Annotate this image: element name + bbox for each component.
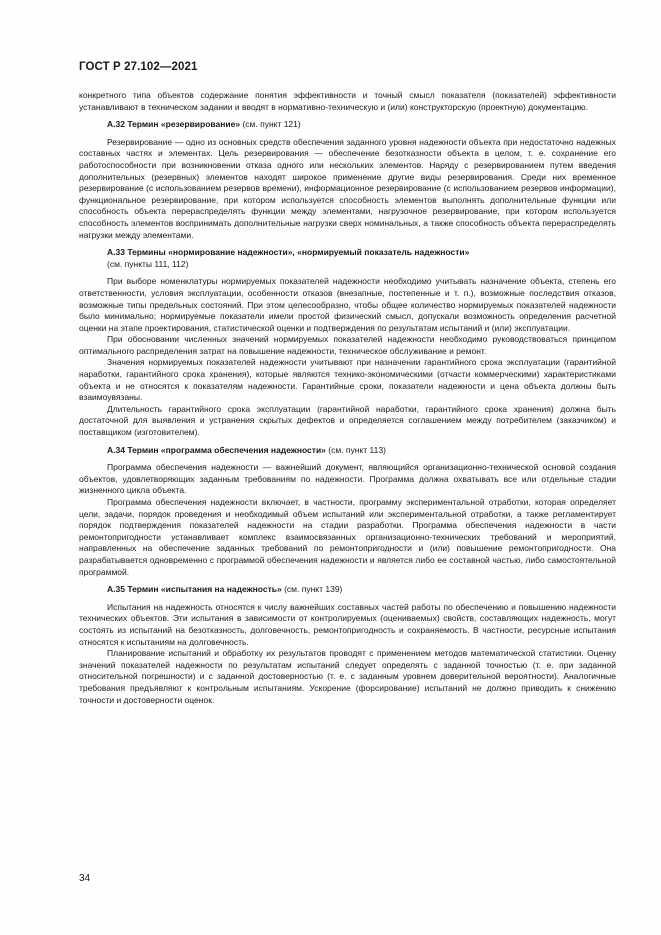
section-term: А.34 Термин «программа обеспечения надежности» <box>107 444 326 455</box>
section-ref: (см. пункт 121) <box>240 119 301 130</box>
paragraph: Программа обеспечения надежности включает, в частности, программу экспериментальной отработки, которая определяет цели, задачи, порядок проведения и необходимый объем испытаний или экспериментальной отработки, а также регламентирует порядок подтверждения показателей надежности на стадии разработки. Программа обеспечения надежности в части ремонтопригодности устанавливает комплекс взаимосвязанных организационно-технических требований и мероприятий, направленных на обеспечение заданных требований по ремонтопригодности и (или) повышение ремонтопригодности. Она разрабатывается одновременно с программой обеспечения надежности и является либо ее составной частью, либо самостоятельной программой. <box>79 497 616 577</box>
intro-paragraph: конкретного типа объектов содержание понятия эффективности и точный смысл показателя (показателей) эффективности устанавливают в техническом задании и вводят в нормативно-техническую и (или) конструкторскую (проектную) документацию. <box>79 90 616 112</box>
section-heading <box>79 119 616 131</box>
section-ref: (см. пункт 139) <box>281 584 343 595</box>
section-ref: (см. пункт 113) <box>325 444 386 455</box>
paragraph: Испытания на надежность относятся к числу важнейших составных частей работы по обеспечению и повышению надежности технических объектов. Эти испытания в зависимости от контролируемых (оцениваемых) свойств, составляющих надежность, могут состоять из испытаний на безотказность, долговечность, ремонтопригодность и сохраняемость. В частности, ресурсные испытания относятся к испытаниям на долговечность. <box>79 601 616 647</box>
standard-title: ГОСТ Р 27.102—2021 <box>79 61 198 73</box>
section-a34 <box>79 445 616 579</box>
section-heading <box>79 445 616 457</box>
paragraph: Программа обеспечения надежности — важнейший документ, являющийся организационно-технической основой создания объектов, удовлетворяющих заданным требованиям по надежности. Программа должна охватывать все или отдельные стадии жизненного цикла объекта. <box>79 462 616 496</box>
page-number: 34 <box>79 873 91 884</box>
section-term: А.35 Термин «испытания на надежность» <box>107 584 282 595</box>
section-term: А.32 Термин «резервирование» <box>107 119 241 130</box>
section-heading <box>79 584 616 596</box>
paragraph: Длительность гарантийного срока эксплуатации (гарантийной наработки, гарантийного срока хранения) должна быть достаточной для выявления и устранения скрытых дефектов и определяется соглашением между потребителем (заказчиком) и поставщиком (изготовителем). <box>79 403 616 438</box>
section-a33 <box>79 247 616 439</box>
section-term: А.33 Термины «нормирование надежности», «нормируемый показатель надежности» <box>107 247 470 258</box>
paragraph: Резервирование — одно из основных средств обеспечения заданного уровня надежности объекта при недостаточно надежных составных частях и элементах. Цель резервирования — обеспечение безотказности объекта в целом, т. е. сохранение его работоспособности при возникновении отказа одного или нескольких элементов. Наряду с резервированием путем введения дополнительных (резервных) элементов находят широкое применение другие виды резервирования. Среди них временное резервирование (с использованием резервов времени), информационное резервирование (с использованием резервов информации), функциональное резервирование, при котором используется способность элементов выполнять дополнительные функции или способность объекта перераспределять функции между элементами, нагрузочное резервирование, при котором используется способность элементов воспринимать дополнительные нагрузки сверх номинальных, а также способность объекта перераспределять нагрузки между элементами. <box>79 136 616 240</box>
page-content <box>79 90 616 706</box>
paragraph: Значения нормируемых показателей надежности учитывают при назначении гарантийного срока эксплуатации (гарантийной наработки, гарантийного срока хранения), которые являются технико-экономическими (отчасти коммерческими) характеристиками объекта и не относятся к показателям надежности. Гарантийные сроки, показатели надежности и цена объекта должны быть взаимоувязаны. <box>79 357 616 403</box>
section-heading <box>79 247 616 270</box>
section-a35 <box>79 584 616 706</box>
paragraph: При выборе номенклатуры нормируемых показателей надежности необходимо учитывать назначение объекта, степень его ответственности, условия эксплуатации, особенности отказов (внезапные, постепенные и т. п.), возможные последствия отказов, возможные типы предельных состояний. При этом целесообразно, чтобы общее количество нормируемых показателей надежности было минимально; нормируемые показатели имели простой физический смысл, допускали возможность определения расчетной оценки на этапе проектирования, статистической оценки и подтверждения по результатам испытаний и (или) эксплуатации. <box>79 276 616 333</box>
section-a32 <box>79 119 616 241</box>
section-ref: (см. пункты 111, 112) <box>107 258 189 269</box>
paragraph: Планирование испытаний и обработку их результатов проводят с применением методов математической статистики. Оценку значений показателей надежности по результатам испытаний следует определять с заданной точностью (т. е. при заданной относительной погрешности) и с заданной достоверностью (т. е. с заданным уровнем доверительной вероятности). Аналогичные требования предъявляют к контрольным испытаниям. Ускорение (форсирование) испытаний не должно приводить к снижению точности и достоверности оценок. <box>79 648 616 705</box>
paragraph: При обосновании численных значений нормируемых показателей надежности необходимо руководствоваться принципом оптимального распределения затрат на повышение надежности, техническое обслуживание и ремонт. <box>79 334 616 356</box>
